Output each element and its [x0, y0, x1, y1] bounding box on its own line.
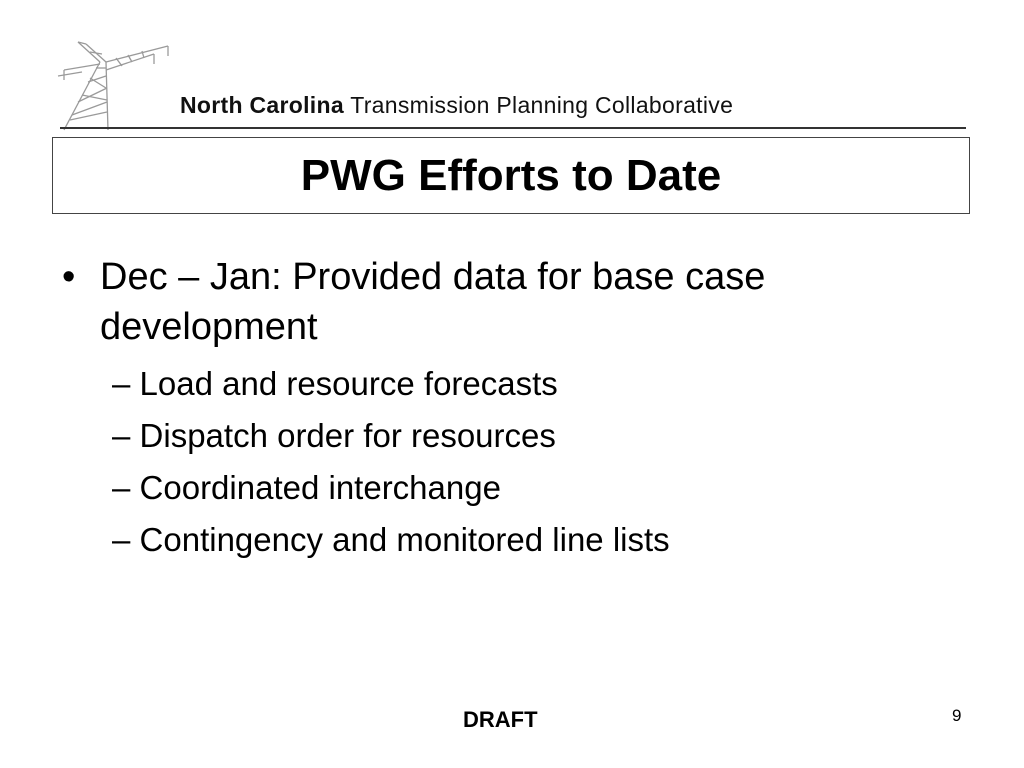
sub-bullet-text: Contingency and monitored line lists — [139, 521, 670, 558]
footer-draft-label: DRAFT — [463, 707, 538, 732]
sub-bullet-text: Load and resource forecasts — [139, 365, 558, 402]
header-divider — [60, 127, 966, 129]
sub-bullet-item — [62, 358, 962, 410]
organization-name-rest: Transmission Planning Collaborative — [350, 92, 734, 118]
sub-bullet-dash: – — [112, 521, 140, 558]
sub-bullet-item — [62, 462, 962, 514]
bullet-dot: • — [62, 256, 76, 298]
sub-bullet-dash: – — [112, 469, 140, 506]
sub-bullet-text: Dispatch order for resources — [139, 417, 556, 454]
bullet-list — [62, 252, 962, 566]
slide-title: PWG Efforts to Date — [300, 150, 722, 200]
organization-name-bold: North Carolina — [180, 92, 344, 118]
sub-bullet-text: Coordinated interchange — [139, 469, 501, 506]
title-box — [52, 137, 970, 214]
page-number: 9 — [952, 706, 962, 725]
bullet-item — [62, 252, 962, 352]
bullet-text: Dec – Jan: Provided data for base case development — [100, 256, 766, 348]
organization-name — [180, 92, 733, 119]
sub-bullet-item — [62, 514, 962, 566]
sub-bullet-item — [62, 410, 962, 462]
sub-bullet-dash: – — [112, 417, 140, 454]
transmission-tower-icon — [56, 40, 176, 132]
sub-bullet-dash: – — [112, 365, 140, 402]
